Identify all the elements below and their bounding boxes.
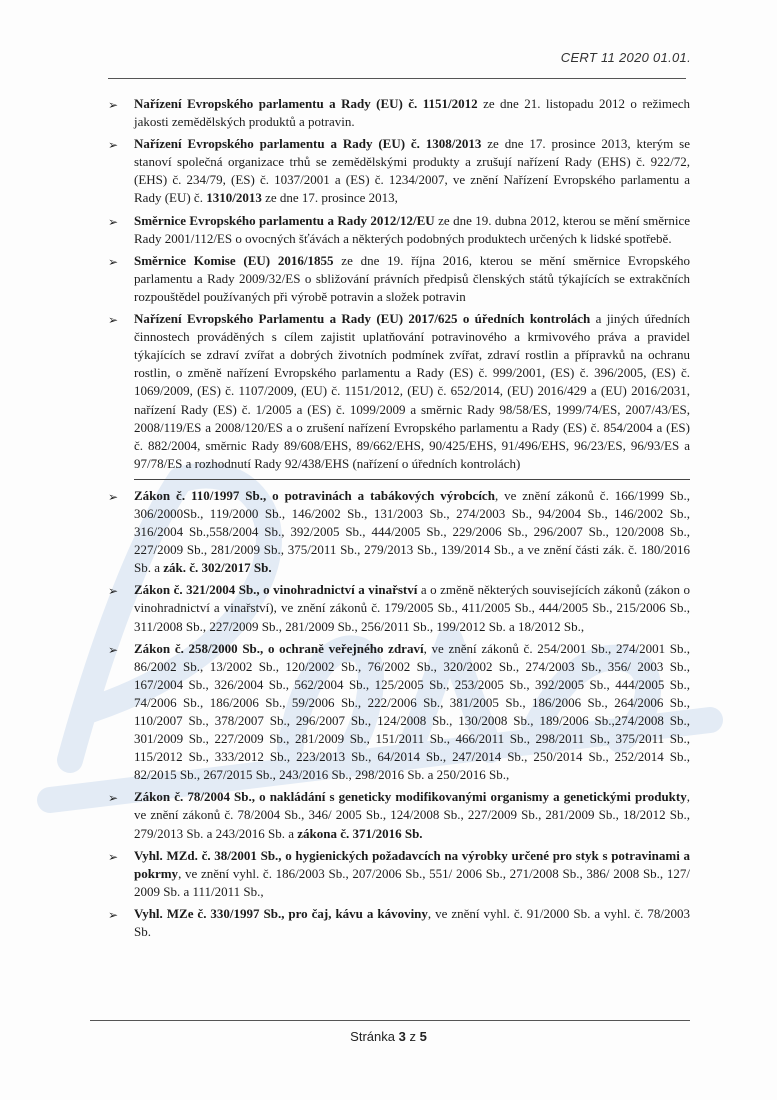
legislation-item	[100, 788, 690, 842]
eu-legislation-list	[100, 95, 690, 473]
legislation-text: ze dne 19. října 2016, kterou se mění směrnice Evropského parlamentu a Rady 2009/32/ES o sbližování právních předpisů členských států týkajících se extrakčních rozpouštědel používaných při výrobě potravin a složek potravin	[134, 252, 690, 304]
national-legislation-list	[100, 487, 690, 941]
legislation-title: Zákon č. 321/2004 Sb., o vinohradnictví a vinařství	[134, 582, 418, 598]
legislation-text: a o změně některých souvisejících zákonů (zákon o vinohradnictví a vinařství), ve znění zákonů č. 179/2005 Sb., 411/2005 Sb., 444/2005 Sb., 215/2006 Sb., 311/2008 Sb., 227/2009 Sb., 281/2009 Sb., 256/2011 Sb., 199/2012 Sb. a 18/2012 Sb.,	[134, 582, 690, 634]
bullet-arrow-icon: ➢	[108, 313, 119, 328]
legislation-title: Nařízení Evropského Parlamentu a Rady (EU) 2017/625 o úředních kontrolách	[134, 311, 591, 327]
bullet-arrow-icon: ➢	[108, 584, 119, 599]
legislation-item	[100, 252, 690, 306]
footer-rule	[90, 1020, 690, 1021]
legislation-text: , ve znění zákonů č. 166/1999 Sb., 306/2000Sb., 119/2000 Sb., 146/2002 Sb., 131/2003 Sb., 274/2003 Sb., 94/2004 Sb., 146/2002 Sb., 316/2004 Sb.,558/2004 Sb., 392/2005 Sb., 444/2005 Sb., 229/2006 Sb., 296/2007 Sb., 120/2008 Sb., 227/2009 Sb., 281/2009 Sb., 375/2011 Sb., 279/2013 Sb., 139/2014 Sb., a ve znění části zák. č. 180/2016 Sb. a	[134, 487, 690, 576]
document-code: CERT 11 2020 01.01.	[560, 50, 691, 65]
bullet-arrow-icon: ➢	[108, 489, 119, 504]
legislation-title: Zákon č. 110/1997 Sb., o potravinách a tabákových výrobcích	[134, 487, 495, 503]
bullet-arrow-icon: ➢	[108, 791, 119, 806]
page-sep: z	[409, 1029, 416, 1044]
legislation-list	[100, 95, 690, 941]
legislation-text: a jiných úředních činnostech prováděných s cílem zajistit uplatňování potravinového a krmivového práva a pravidel týkajících se zdraví zvířat a dobrých životních podmínek zvířat, zdraví rostlin a přípravků na ochranu rostlin, o změně nařízení Evropského parlamentu a Rady (ES) č. 999/2001, (ES) č. 396/2005, (ES) č. 1069/2009, (ES) č. 1107/2009, (EU) č. 1151/2012, (EU) č. 652/2014, (EU) 2016/429 a (EU) 2016/2031, nařízení Rady (ES) č. 1/2005 a (ES) č. 1099/2009 a směrnic Rady 98/58/ES, 1999/74/ES, 2007/43/ES, 2008/119/ES a 2008/120/ES a o zrušení nařízení Evropského parlamentu a Rady (ES) č. 854/2004 a (ES) č. 882/2004, směrnic Rady 89/608/EHS, 89/662/EHS, 90/425/EHS, 91/496/EHS, 96/23/ES, 96/93/ES a 97/78/ES a rozhodnutí Rady 92/438/EHS (nařízení o úředních kontrolách)	[134, 311, 690, 471]
bullet-arrow-icon: ➢	[108, 214, 119, 229]
legislation-text: ze dne 21. listopadu 2012 o režimech jakosti zemědělských produktů a potravin.	[134, 96, 690, 130]
legislation-item	[100, 310, 690, 473]
header-rule	[108, 78, 686, 79]
bullet-arrow-icon: ➢	[108, 642, 119, 657]
legislation-text: , ve znění vyhl. č. 91/2000 Sb. a vyhl. č. 78/2003 Sb.	[134, 905, 690, 940]
legislation-title: Nařízení Evropského parlamentu a Rady (EU) č. 1308/2013	[134, 136, 482, 152]
legislation-text: ze dne 19. dubna 2012, kterou se mění směrnice Rady 2001/112/ES o ovocných šťávách a některých podobných produktech určených k lidské spotřebě.	[134, 212, 690, 246]
bullet-arrow-icon: ➢	[108, 138, 119, 153]
page-number: 3	[398, 1029, 406, 1044]
legislation-title: Zákon č. 78/2004 Sb., o nakládání s geneticky modifikovanými organismy a genetickými produkty	[134, 789, 687, 805]
legislation-title: Směrnice Komise (EU) 2016/1855	[134, 252, 334, 268]
legislation-title: Nařízení Evropského parlamentu a Rady (EU) č. 1151/2012	[134, 96, 478, 111]
legislation-item	[100, 95, 690, 131]
legislation-text: ze dne 17. prosince 2013, kterým se stanoví společná organizace trhů se zemědělskými produkty a zrušují nařízení Rady (EHS) č. 922/72, (EHS) č. 234/79, (ES) č. 1037/2001 a (ES) č. 1234/2007, ve znění Nařízení Evropského parlamentu a Rady (EU) č.	[134, 136, 690, 206]
page-label: Stránka	[350, 1029, 395, 1044]
legislation-item	[100, 487, 690, 577]
legislation-item	[100, 581, 690, 635]
legislation-text: , ve znění zákonů č. 78/2004 Sb., 346/ 2005 Sb., 124/2008 Sb., 227/2009 Sb., 281/2009 Sb., 18/2012 Sb., 279/2013 Sb. a 243/2016 Sb. a	[134, 789, 690, 841]
legislation-title: zák. č. 302/2017 Sb.	[163, 560, 272, 576]
bullet-arrow-icon: ➢	[108, 254, 119, 269]
bullet-arrow-icon: ➢	[108, 907, 119, 922]
legislation-title: Vyhl. MZd. č. 38/2001 Sb., o hygienických požadavcích na výrobky určené pro styk s potravinami a pokrmy	[134, 847, 690, 881]
legislation-title: 1310/2013	[206, 190, 262, 206]
legislation-title: zákona č. 371/2016 Sb.	[297, 825, 423, 841]
bullet-arrow-icon: ➢	[108, 98, 119, 112]
section-divider	[134, 479, 690, 480]
legislation-item	[100, 135, 690, 207]
legislation-text: , ve znění zákonů č. 254/2001 Sb., 274/2001 Sb., 86/2002 Sb., 13/2002 Sb., 120/2002 Sb., 76/2002 Sb., 320/2002 Sb., 274/2003 Sb., 356/ 2003 Sb., 167/2004 Sb., 326/2004 Sb., 562/2004 Sb., 125/2005 Sb., 253/2005 Sb., 392/2005 Sb., 444/2005 Sb., 74/2006 Sb., 186/2006 Sb., 59/2006 Sb., 222/2006 Sb., 381/2005 Sb., 186/2006 Sb., 264/2006 Sb., 110/2007 Sb., 378/2007 Sb., 296/2007 Sb., 124/2008 Sb., 130/2008 Sb., 189/2006 Sb.,274/2008 Sb., 301/2009 Sb., 227/2009 Sb., 281/2009 Sb., 151/2011 Sb., 466/2011 Sb., 298/2011 Sb., 375/2011 Sb., 115/2012 Sb., 333/2012 Sb., 223/2013 Sb., 64/2014 Sb., 247/2014 Sb., 250/2014 Sb., 252/2014 Sb., 82/2015 Sb., 267/2015 Sb., 243/2016 Sb., 298/2016 Sb. a 250/2016 Sb.,	[134, 640, 691, 783]
legislation-text: , ve znění vyhl. č. 186/2003 Sb., 207/2006 Sb., 551/ 2006 Sb., 271/2008 Sb., 386/ 2008 Sb., 127/ 2009 Sb. a 111/2011 Sb.,	[134, 865, 690, 899]
legislation-item	[100, 212, 690, 248]
page-footer	[0, 1029, 777, 1044]
page-total: 5	[419, 1029, 427, 1044]
bullet-arrow-icon: ➢	[108, 849, 119, 864]
legislation-item	[100, 905, 690, 941]
legislation-item	[100, 640, 690, 785]
legislation-title: Směrnice Evropského parlamentu a Rady 2012/12/EU	[134, 212, 435, 228]
legislation-title: Zákon č. 258/2000 Sb., o ochraně veřejného zdraví	[134, 640, 424, 656]
legislation-item	[100, 847, 690, 901]
legislation-text: ze dne 17. prosince 2013,	[261, 190, 398, 206]
legislation-title: Vyhl. MZe č. 330/1997 Sb., pro čaj, kávu a kávoviny	[134, 905, 428, 921]
